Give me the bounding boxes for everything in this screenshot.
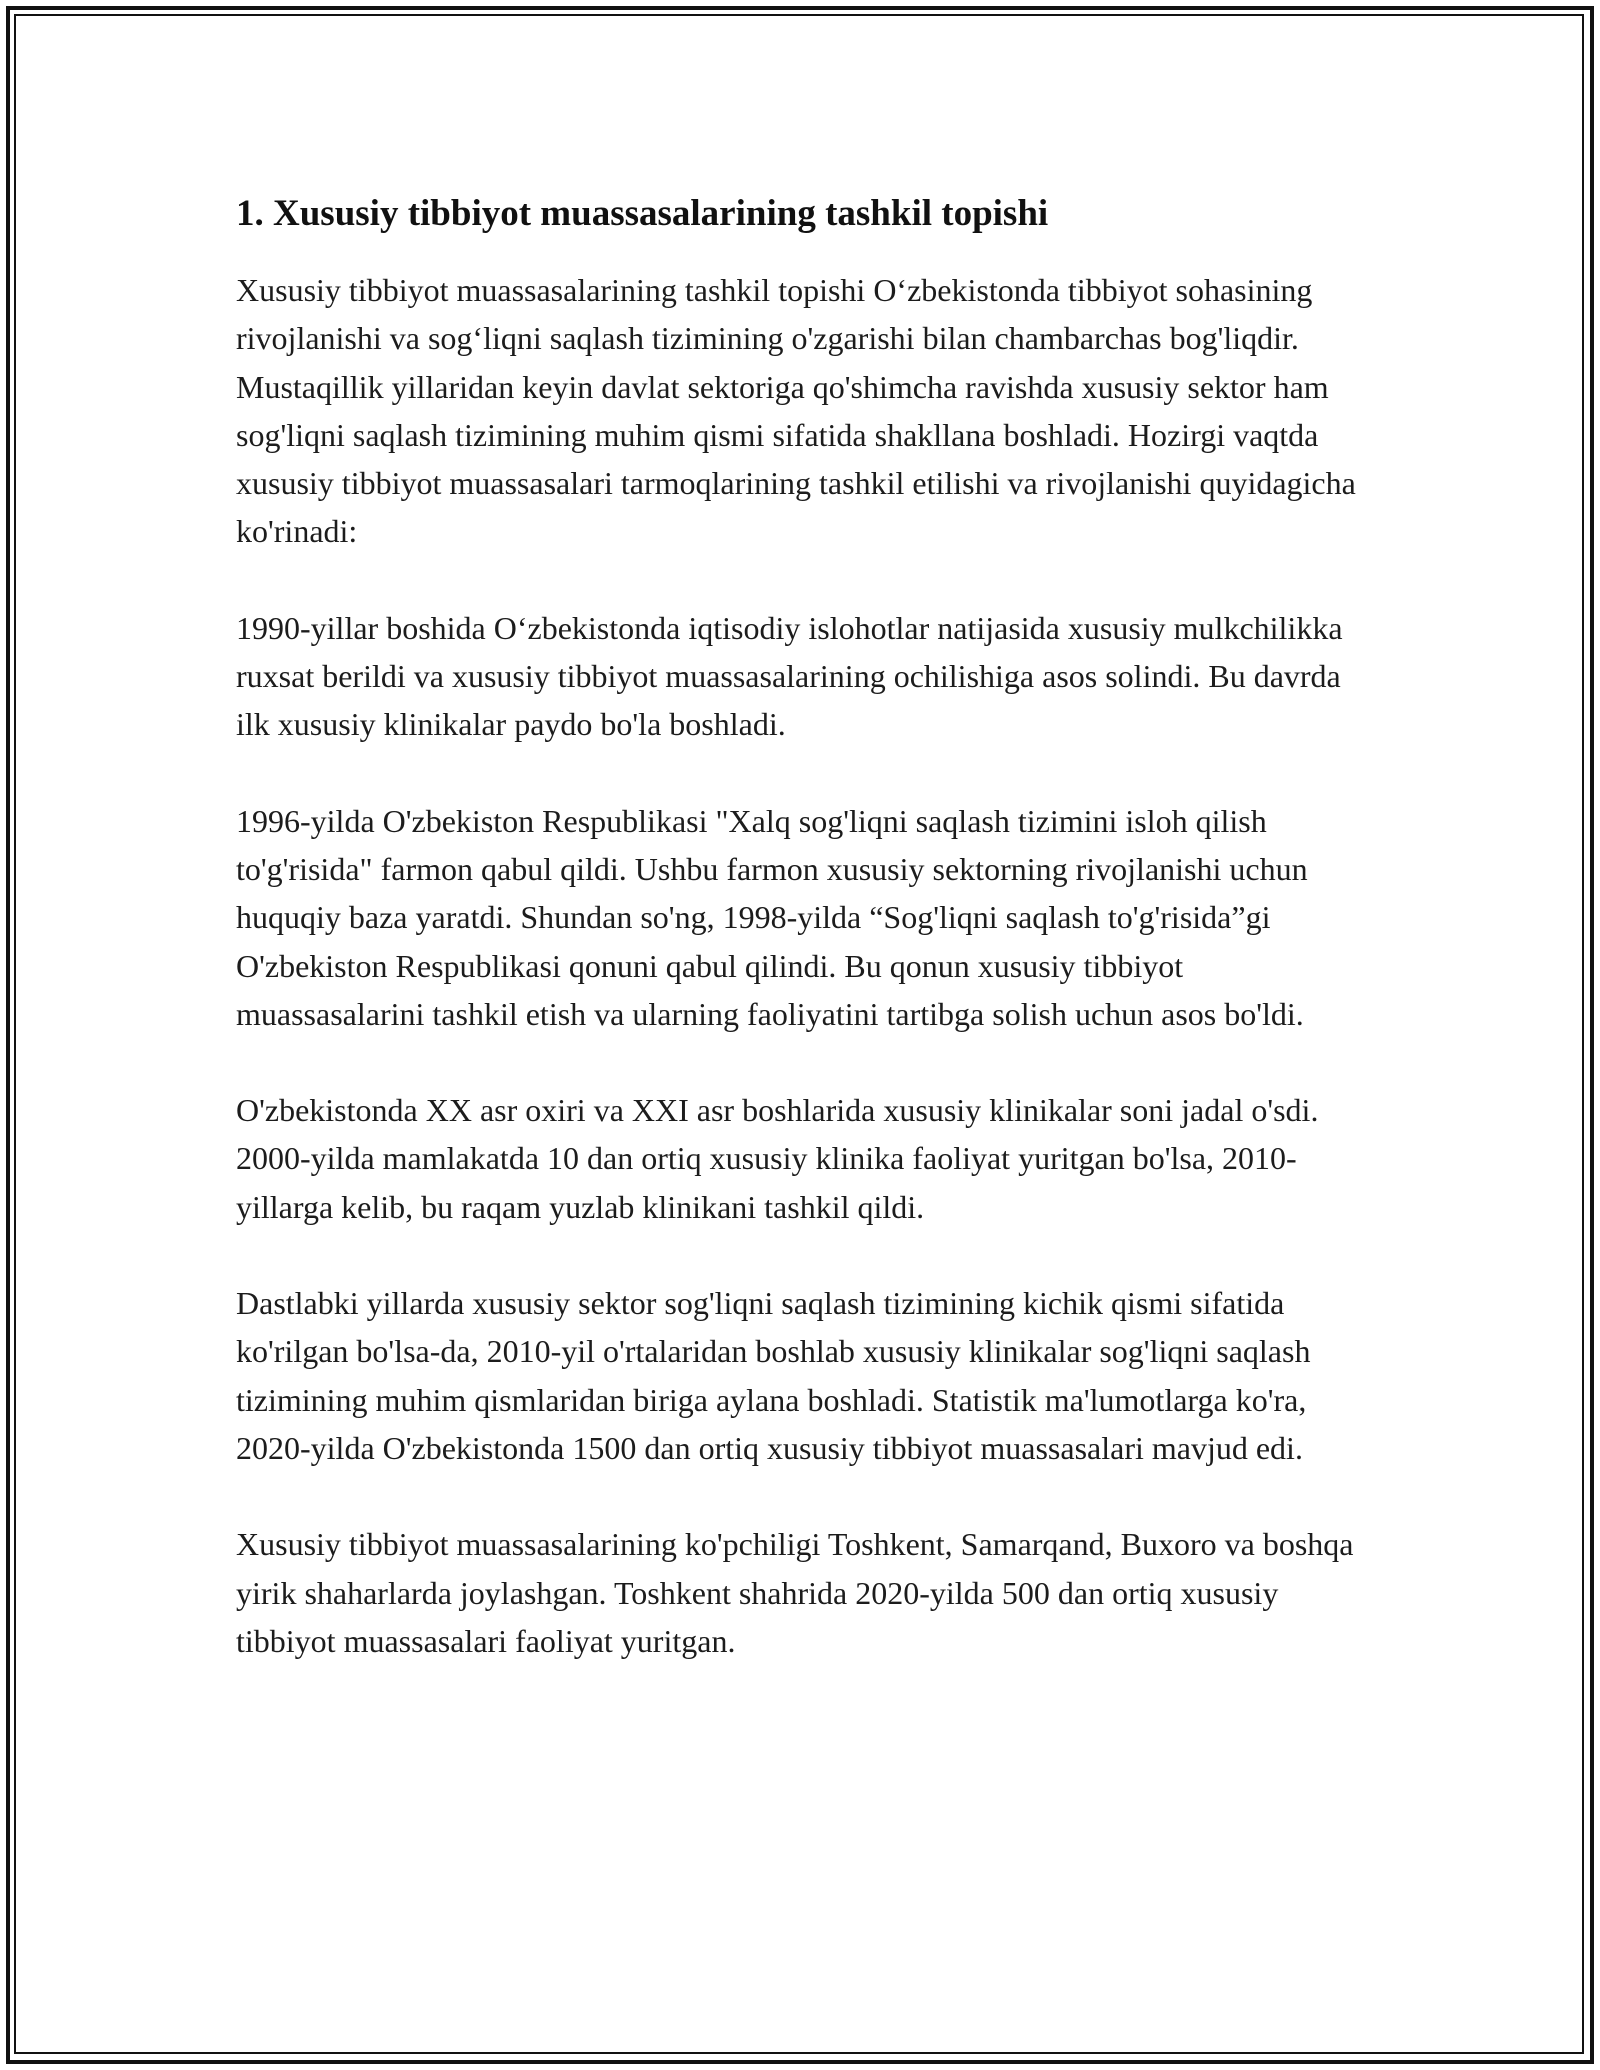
paragraph-1990s: 1990-yillar boshida O‘zbekistonda iqtisodiy islohotlar natijasida xususiy mulkchilikka ruxsat berildi va xususiy tibbiyot muassasalarining ochilishiga asos solindi. Bu davrda ilk xususiy klinikalar paydo bo'la boshladi. <box>236 609 1343 743</box>
document-body <box>236 190 1376 1713</box>
paragraph-statistics: Dastlabki yillarda xususiy sektor sog'liqni saqlash tizimining kichik qismi sifatida ko'rilgan bo'lsa-da, 2010-yil o'rtalaridan boshlab xususiy klinikalar sog'liqni saqlash tizimining muhim qismlaridan biriga aylana boshladi. Statistik ma'lumotlarga ko'ra, 2020-yilda O'zbekistonda 1500 dan ortiq xususiy tibbiyot muassasalari mavjud edi. <box>236 1285 1311 1466</box>
paragraph-intro: Xususiy tibbiyot muassasalarining tashkil topishi O‘zbekistonda tibbiyot sohasining rivojlanishi va sog‘liqni saqlash tizimining o'zgarishi bilan chambarchas bog'liqdir. Mustaqillik yillaridan keyin davlat sektoriga qo'shimcha ravishda xususiy sektor ham sog'liqni saqlash tizimining muhim qismi sifatida shakllana boshladi. Hozirgi vaqtda xususiy tibbiyot muassasalari tarmoqlarining tashkil etilishi va rivojlanishi quyidagicha ko'rinadi: <box>236 272 1356 550</box>
paragraph-cities: Xususiy tibbiyot muassasalarining ko'pchiligi Toshkent, Samarqand, Buxoro va boshqa yirik shaharlarda joylashgan. Toshkent shahrida 2020-yilda 500 dan ortiq xususiy tibbiyot muassasalari faoliyat yuritgan. <box>236 1526 1354 1659</box>
paragraph-1996-law: 1996-yilda O'zbekiston Respublikasi "Xalq sog'liqni saqlash tizimini isloh qilish to'g'risida" farmon qabul qildi. Ushbu farmon xususiy sektorning rivojlanishi uchun huquqiy baza yaratdi. Shundan so'ng, 1998-yilda “Sog'liqni saqlash to'g'risida”gi O'zbekiston Respublikasi qonuni qabul qilindi. Bu qonun xususiy tibbiyot muassasalarini tashkil etish va ularning faoliyatini tartibga solish uchun asos bo'ldi. <box>236 802 1308 1032</box>
paragraph-growth: O'zbekistonda XX asr oxiri va XXI asr boshlarida xususiy klinikalar soni jadal o'sdi. 2000-yilda mamlakatda 10 dan ortiq xususiy klinika faoliyat yuritgan bo'lsa, 2010-yillarga kelib, bu raqam yuzlab klinikani tashkil qildi. <box>236 1092 1319 1225</box>
section-heading: 1. Xususiy tibbiyot muassasalarining tashkil topishi <box>236 193 1049 234</box>
